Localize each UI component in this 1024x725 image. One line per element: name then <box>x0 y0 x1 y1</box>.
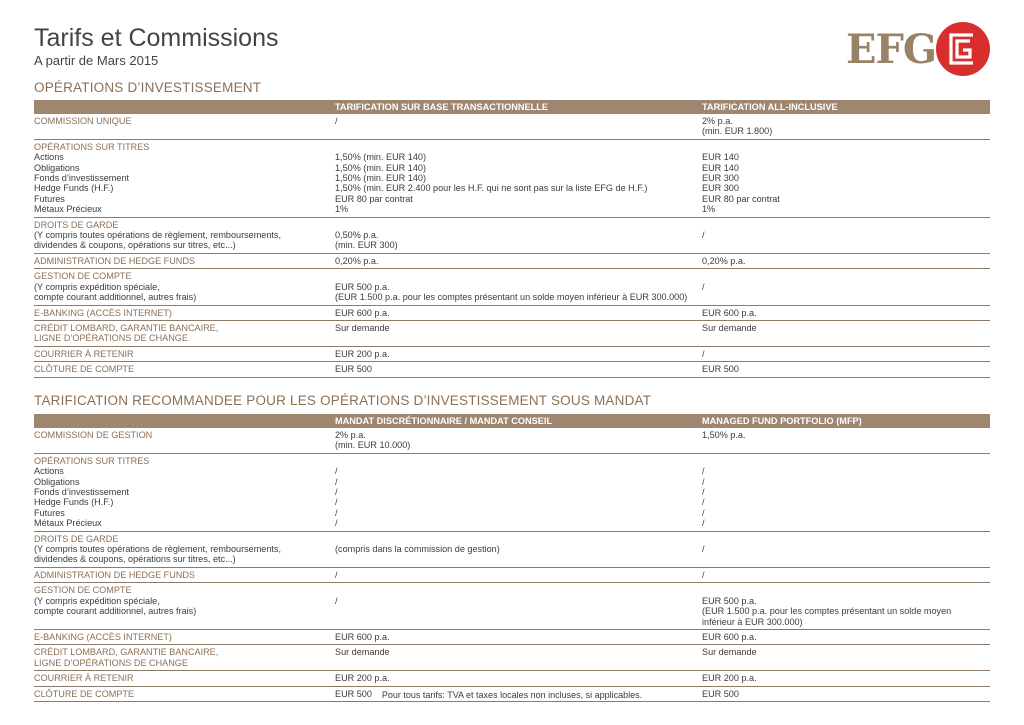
table-row <box>34 114 990 139</box>
cell-value: / <box>335 569 338 580</box>
cell-value: / <box>702 544 705 555</box>
cell-value: / <box>702 281 705 292</box>
value-cell-col2 <box>702 567 990 582</box>
table-row <box>34 320 990 346</box>
cell-value: / <box>335 466 338 477</box>
row-label-cell <box>34 362 335 377</box>
cell-value <box>702 585 990 595</box>
row-label: OPÉRATIONS SUR TITRES <box>34 455 150 466</box>
mandate-fees-table <box>34 414 990 702</box>
value-cell-col1 <box>335 645 702 671</box>
row-label: CLÔTURE DE COMPTE <box>34 364 135 375</box>
cell-value: (min. EUR 1.800) <box>702 126 773 137</box>
row-sublabel: Actions <box>34 152 64 163</box>
row-label: ADMINISTRATION DE HEDGE FUNDS <box>34 569 196 580</box>
value-cell-col1 <box>335 346 702 361</box>
table-row <box>34 671 990 686</box>
value-cell-col2 <box>702 531 990 567</box>
value-cell-col2 <box>702 217 990 253</box>
cell-value: / <box>702 348 705 359</box>
value-cell-col1 <box>335 217 702 253</box>
cell-value <box>702 456 990 466</box>
table-row <box>34 139 990 217</box>
value-cell-col1 <box>335 671 702 686</box>
row-sublabel: dividendes & coupons, opérations sur titres, etc...) <box>34 240 236 251</box>
value-cell-col2 <box>702 139 990 217</box>
cell-value: 2% p.a. <box>335 430 366 440</box>
row-sublabel: compte courant additionnel, autres frais) <box>34 606 197 617</box>
cell-value: 1% <box>335 204 349 215</box>
value-cell-col2 <box>702 428 990 453</box>
cell-value: / <box>335 497 338 508</box>
section-title-mandate: TARIFICATION RECOMMANDEE POUR LES OPÉRATIONS D’INVESTISSEMENT SOUS MANDAT <box>34 393 652 408</box>
cell-value: / <box>335 507 338 518</box>
row-label-cell <box>34 583 335 630</box>
page-subtitle: A partir de Mars 2015 <box>34 53 159 68</box>
table-row <box>34 269 990 305</box>
cell-value: EUR 140 <box>702 152 739 163</box>
table-row <box>34 428 990 453</box>
row-sublabel: Fonds d’investissement <box>34 173 130 184</box>
value-cell-col1 <box>335 269 702 305</box>
investment-fees-table <box>34 100 990 378</box>
logo-mark <box>936 22 990 76</box>
value-cell-col2 <box>702 583 990 630</box>
row-label: E-BANKING (ACCÈS INTERNET) <box>34 631 172 642</box>
row-sublabel: Métaux Précieux <box>34 204 102 215</box>
value-cell-col1 <box>335 139 702 217</box>
cell-value: EUR 300 <box>702 173 739 184</box>
value-cell-col1 <box>335 114 702 139</box>
cell-value: 1,50% (min. EUR 140) <box>335 152 426 163</box>
value-cell-col2 <box>702 671 990 686</box>
header-discretionary: MANDAT DISCRÉTIONNAIRE / MANDAT CONSEIL <box>335 414 702 428</box>
cell-value: EUR 500 p.a. <box>335 281 390 292</box>
cell-value: / <box>702 518 705 529</box>
cell-value: / <box>702 569 705 580</box>
row-label: CRÉDIT LOMBARD, GARANTIE BANCAIRE, <box>34 647 219 658</box>
value-cell-col2 <box>702 269 990 305</box>
value-cell-col2 <box>702 305 990 320</box>
header-mfp: MANAGED FUND PORTFOLIO (MFP) <box>702 414 990 428</box>
header-blank <box>34 100 335 114</box>
value-cell-col2 <box>702 629 990 644</box>
cell-value: EUR 500 <box>335 688 372 699</box>
cell-value: 2% p.a. <box>702 116 733 126</box>
cell-value: EUR 600 p.a. <box>702 307 757 318</box>
value-cell-col1 <box>335 629 702 644</box>
cell-value: Sur demande <box>702 322 757 333</box>
header-all-inclusive: TARIFICATION ALL-INCLUSIVE <box>702 100 990 114</box>
value-cell-col1 <box>335 320 702 346</box>
row-label: COMMISSION UNIQUE <box>34 116 132 126</box>
section-title-investment: OPÉRATIONS D’INVESTISSEMENT <box>34 80 262 95</box>
cell-value: EUR 600 p.a. <box>335 307 390 318</box>
cell-value <box>702 220 990 230</box>
cell-value: (compris dans la commission de gestion) <box>335 544 500 555</box>
value-cell-col2 <box>702 645 990 671</box>
cell-value: EUR 500 <box>702 688 739 699</box>
cell-value: Sur demande <box>702 647 757 658</box>
cell-value <box>335 534 702 544</box>
table-header-row <box>34 100 990 114</box>
cell-value: (min. EUR 300) <box>335 240 398 251</box>
table-row <box>34 629 990 644</box>
cell-value: / <box>335 595 338 606</box>
cell-value: 1,50% (min. EUR 140) <box>335 162 426 173</box>
value-cell-col2 <box>702 346 990 361</box>
footnote: Pour tous tarifs: TVA et taxes locales non incluses, si applicables. <box>381 690 643 700</box>
cell-value <box>702 534 990 544</box>
row-sublabel: Obligations <box>34 162 80 173</box>
cell-value <box>702 142 990 152</box>
value-cell-col1 <box>335 531 702 567</box>
row-label-cell <box>34 531 335 567</box>
cell-value: EUR 500 <box>702 364 739 375</box>
cell-value: 1% <box>702 204 716 215</box>
row-label: DROITS DE GARDE <box>34 219 119 230</box>
cell-value: EUR 80 par contrat <box>335 193 413 204</box>
cell-value: (EUR 1.500 p.a. pour les comptes présentant un solde moyen <box>702 606 952 617</box>
cell-value: (min. EUR 10.000) <box>335 440 411 451</box>
value-cell-col1 <box>335 305 702 320</box>
row-sublabel: (Y compris expédition spéciale, <box>34 595 160 606</box>
cell-value: / <box>702 476 705 487</box>
row-sublabel: Fonds d’investissement <box>34 487 130 498</box>
cell-value: EUR 600 p.a. <box>335 631 390 642</box>
table-row <box>34 567 990 582</box>
cell-value: 0,50% p.a. <box>335 230 379 241</box>
row-label: LIGNE D’OPÉRATIONS DE CHANGE <box>34 657 188 668</box>
row-sublabel: Futures <box>34 193 65 204</box>
cell-value: / <box>335 476 338 487</box>
table-row <box>34 253 990 268</box>
efg-logo <box>846 22 991 78</box>
cell-value: 0,20% p.a. <box>702 255 746 266</box>
cell-value: 0,20% p.a. <box>335 255 379 266</box>
row-sublabel: (Y compris expédition spéciale, <box>34 281 160 292</box>
cell-value: Sur demande <box>335 322 390 333</box>
cell-value: 1,50% p.a. <box>702 430 746 440</box>
row-label: LIGNE D’OPÉRATIONS DE CHANGE <box>34 333 188 344</box>
row-label-cell <box>34 114 335 139</box>
cell-value: Sur demande <box>335 647 390 658</box>
row-sublabel: Actions <box>34 466 64 477</box>
row-label: COURRIER À RETENIR <box>34 348 134 359</box>
value-cell-col1 <box>335 583 702 630</box>
row-label: GESTION DE COMPTE <box>34 585 132 596</box>
row-label: CRÉDIT LOMBARD, GARANTIE BANCAIRE, <box>34 322 219 333</box>
table-body <box>34 114 990 377</box>
cell-value: 1,50% (min. EUR 140) <box>335 173 426 184</box>
row-label: GESTION DE COMPTE <box>34 271 132 282</box>
row-label-cell <box>34 645 335 671</box>
value-cell-col2 <box>702 362 990 377</box>
value-cell-col1 <box>335 253 702 268</box>
cell-value <box>335 142 702 152</box>
cell-value: EUR 500 <box>335 364 372 375</box>
row-sublabel: compte courant additionnel, autres frais) <box>34 292 197 303</box>
cell-value: EUR 200 p.a. <box>702 673 757 684</box>
cell-value <box>335 271 702 281</box>
value-cell-col1 <box>335 453 702 531</box>
row-sublabel: (Y compris toutes opérations de règlement, remboursements, <box>34 230 281 241</box>
cell-value: 1,50% (min. EUR 2.400 pour les H.F. qui ne sont pas sur la liste EFG de H.F.) <box>335 183 648 194</box>
row-label-cell <box>34 305 335 320</box>
value-cell-col2 <box>702 320 990 346</box>
row-label-cell <box>34 671 335 686</box>
cell-value: / <box>335 487 338 498</box>
cell-value: / <box>335 116 338 126</box>
row-label: ADMINISTRATION DE HEDGE FUNDS <box>34 255 196 266</box>
header-blank <box>34 414 335 428</box>
row-sublabel: Métaux Précieux <box>34 518 102 529</box>
row-label-cell <box>34 346 335 361</box>
table-row <box>34 583 990 630</box>
cell-value: inférieur à EUR 300.000) <box>702 616 803 627</box>
value-cell-col2 <box>702 453 990 531</box>
row-label-cell <box>34 217 335 253</box>
table-header-row <box>34 414 990 428</box>
page-title: Tarifs et Commissions <box>34 24 279 52</box>
header-transactional: TARIFICATION SUR BASE TRANSACTIONNELLE <box>335 100 702 114</box>
row-label-cell <box>34 629 335 644</box>
cell-value: (EUR 1.500 p.a. pour les comptes présentant un solde moyen inférieur à EUR 300.000) <box>335 292 688 303</box>
row-sublabel: Obligations <box>34 476 80 487</box>
row-sublabel: (Y compris toutes opérations de règlement, remboursements, <box>34 544 281 555</box>
table-row <box>34 453 990 531</box>
logo-mark-icon <box>936 22 990 76</box>
cell-value: EUR 500 p.a. <box>702 595 757 606</box>
row-label-cell <box>34 320 335 346</box>
table-body <box>34 428 990 701</box>
table-row <box>34 305 990 320</box>
cell-value: / <box>702 230 705 241</box>
cell-value: EUR 200 p.a. <box>335 348 390 359</box>
value-cell-col2 <box>702 114 990 139</box>
row-label-cell <box>34 453 335 531</box>
cell-value: EUR 80 par contrat <box>702 193 780 204</box>
cell-value: EUR 140 <box>702 162 739 173</box>
cell-value: / <box>702 507 705 518</box>
value-cell-col1 <box>335 428 702 453</box>
table-row <box>34 531 990 567</box>
table-row <box>34 217 990 253</box>
cell-value: / <box>702 487 705 498</box>
row-label-cell <box>34 139 335 217</box>
value-cell-col1 <box>335 362 702 377</box>
row-label: OPÉRATIONS SUR TITRES <box>34 141 150 152</box>
cell-value: EUR 200 p.a. <box>335 673 390 684</box>
table-row <box>34 346 990 361</box>
row-label-cell <box>34 253 335 268</box>
row-sublabel: Futures <box>34 507 65 518</box>
cell-value <box>335 456 702 466</box>
row-label-cell <box>34 269 335 305</box>
cell-value: / <box>702 497 705 508</box>
row-sublabel: dividendes & coupons, opérations sur titres, etc...) <box>34 554 236 565</box>
cell-value: / <box>335 518 338 529</box>
table-row <box>34 645 990 671</box>
logo-wordmark: EFG <box>846 26 937 73</box>
cell-value <box>702 271 990 281</box>
row-sublabel: Hedge Funds (H.F.) <box>34 497 114 508</box>
cell-value <box>335 585 702 595</box>
cell-value: EUR 600 p.a. <box>702 631 757 642</box>
value-cell-col1 <box>335 567 702 582</box>
cell-value <box>335 220 702 230</box>
row-label: COURRIER À RETENIR <box>34 673 134 684</box>
cell-value: EUR 300 <box>702 183 739 194</box>
table-row <box>34 362 990 377</box>
row-label: CLÔTURE DE COMPTE <box>34 688 135 699</box>
value-cell-col2 <box>702 253 990 268</box>
row-label: E-BANKING (ACCÈS INTERNET) <box>34 307 172 318</box>
row-label-cell <box>34 567 335 582</box>
row-label: COMMISSION DE GESTION <box>34 430 153 440</box>
row-sublabel: Hedge Funds (H.F.) <box>34 183 114 194</box>
row-label: DROITS DE GARDE <box>34 533 119 544</box>
row-label-cell <box>34 428 335 453</box>
cell-value: / <box>702 466 705 477</box>
